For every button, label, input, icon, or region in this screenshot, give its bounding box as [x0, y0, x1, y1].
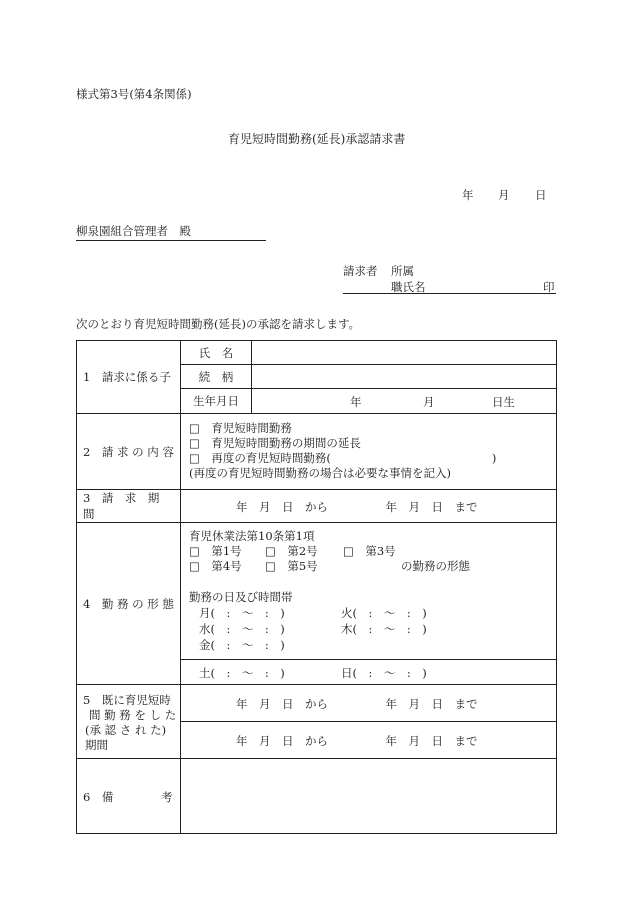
section-work-form-label-text: 4 勤 務 の 形 態	[83, 596, 174, 611]
work-form-suffix: の勤務の形態	[401, 559, 470, 573]
date-year-label: 年	[462, 188, 474, 202]
content-options-cell	[181, 414, 557, 490]
work-form-cell	[181, 523, 557, 660]
monday-hours-field[interactable]: 月( : 〜 : )	[199, 606, 285, 620]
remarks-label-b: 考	[161, 790, 173, 804]
child-relation-field[interactable]	[252, 365, 557, 389]
section-child-label	[77, 341, 181, 414]
friday-hours-field[interactable]: 金( : 〜 : )	[199, 638, 285, 652]
weekend-hours-cell	[181, 660, 557, 685]
child-relation-label	[181, 365, 252, 389]
request-form-table	[76, 340, 557, 834]
wednesday-hours-field[interactable]: 水( : 〜 : )	[199, 622, 285, 636]
remarks-field[interactable]	[181, 759, 557, 834]
section-remarks-label	[77, 759, 181, 834]
work-form-option-5-checkbox[interactable]: □ 第5号	[265, 559, 318, 573]
addressee-text: 柳泉園組合管理者 殿	[76, 224, 191, 238]
page-title: 育児短時間勤務(延長)承認請求書	[228, 132, 406, 146]
child-birth-field[interactable]	[252, 389, 557, 414]
name-label: 職氏名	[391, 280, 426, 294]
saturday-hours-field[interactable]: 土( : 〜 : )	[199, 666, 285, 680]
previous-label-line-1: 5 既に育児短時	[83, 692, 171, 707]
content-option-extension-checkbox[interactable]: □ 育児短時間勤務の期間の延長	[189, 436, 361, 450]
intro-text: 次のとおり育児短時間勤務(延長)の承認を請求します。	[76, 317, 361, 331]
previous-period-row-2[interactable]	[181, 722, 557, 759]
content-option-short-time-checkbox[interactable]: □ 育児短時間勤務	[189, 421, 292, 435]
addressee	[76, 223, 266, 241]
previous-label-line-2: 間 勤 務 を し た	[89, 707, 177, 722]
remarks-label-a: 6 備	[83, 790, 114, 804]
previous-label-line-4: 期間	[85, 737, 108, 752]
child-relation-label-text: 続 柄	[198, 369, 234, 384]
thursday-hours-field[interactable]: 木( : 〜 : )	[341, 622, 427, 636]
work-form-law: 育児休業法第10条第1項	[189, 529, 315, 543]
work-form-option-1-checkbox[interactable]: □ 第1号	[189, 544, 242, 558]
section-work-form-label	[77, 523, 181, 685]
birth-day-label: 日生	[492, 395, 515, 409]
section-content-label-text: 2 請 求 の 内 容	[83, 444, 174, 459]
date-month-label: 月	[498, 188, 510, 202]
affiliation-label: 所属	[391, 264, 414, 278]
date-day-label: 日	[535, 188, 547, 202]
work-form-option-3-checkbox[interactable]: □ 第3号	[343, 544, 396, 558]
section-previous-label	[77, 685, 181, 759]
work-form-option-2-checkbox[interactable]: □ 第2号	[265, 544, 318, 558]
previous-period-text-2: 年 月 日 から 年 月 日 まで	[236, 734, 478, 748]
previous-period-text-1: 年 月 日 から 年 月 日 まで	[236, 697, 478, 711]
work-form-option-4-checkbox[interactable]: □ 第4号	[189, 559, 242, 573]
section-period-label	[77, 490, 181, 523]
form-number: 様式第3号(第4条関係)	[76, 87, 192, 101]
birth-year-label: 年	[350, 395, 362, 409]
child-birth-label	[181, 389, 252, 414]
child-name-label-text: 氏 名	[198, 345, 234, 360]
requester-name-line	[343, 293, 556, 294]
seal-label: 印	[543, 280, 555, 294]
section-period-label-text: 3 請 求 期 間	[83, 491, 171, 521]
work-hours-label: 勤務の日及び時間帯	[189, 590, 293, 604]
sunday-hours-field[interactable]: 日( : 〜 : )	[341, 666, 427, 680]
previous-label-line-3: (承 認 さ れ た)	[85, 722, 167, 737]
section-content-label	[77, 414, 181, 490]
child-birth-label-text: 生年月日	[193, 394, 239, 408]
child-name-field[interactable]	[252, 341, 557, 365]
content-option-again-checkbox[interactable]: □ 再度の育児短時間勤務( )	[189, 451, 497, 465]
child-name-label	[181, 341, 252, 365]
birth-month-label: 月	[423, 395, 435, 409]
period-text: 年 月 日 から 年 月 日 まで	[236, 500, 478, 514]
content-note: (再度の育児短時間勤務の場合は必要な事情を記入)	[189, 466, 451, 480]
section-child-label-text: 1 請求に係る子	[83, 370, 171, 384]
previous-period-row-1[interactable]	[181, 685, 557, 722]
tuesday-hours-field[interactable]: 火( : 〜 : )	[341, 606, 427, 620]
requester-label: 請求者	[343, 264, 378, 278]
period-field[interactable]	[181, 490, 557, 523]
